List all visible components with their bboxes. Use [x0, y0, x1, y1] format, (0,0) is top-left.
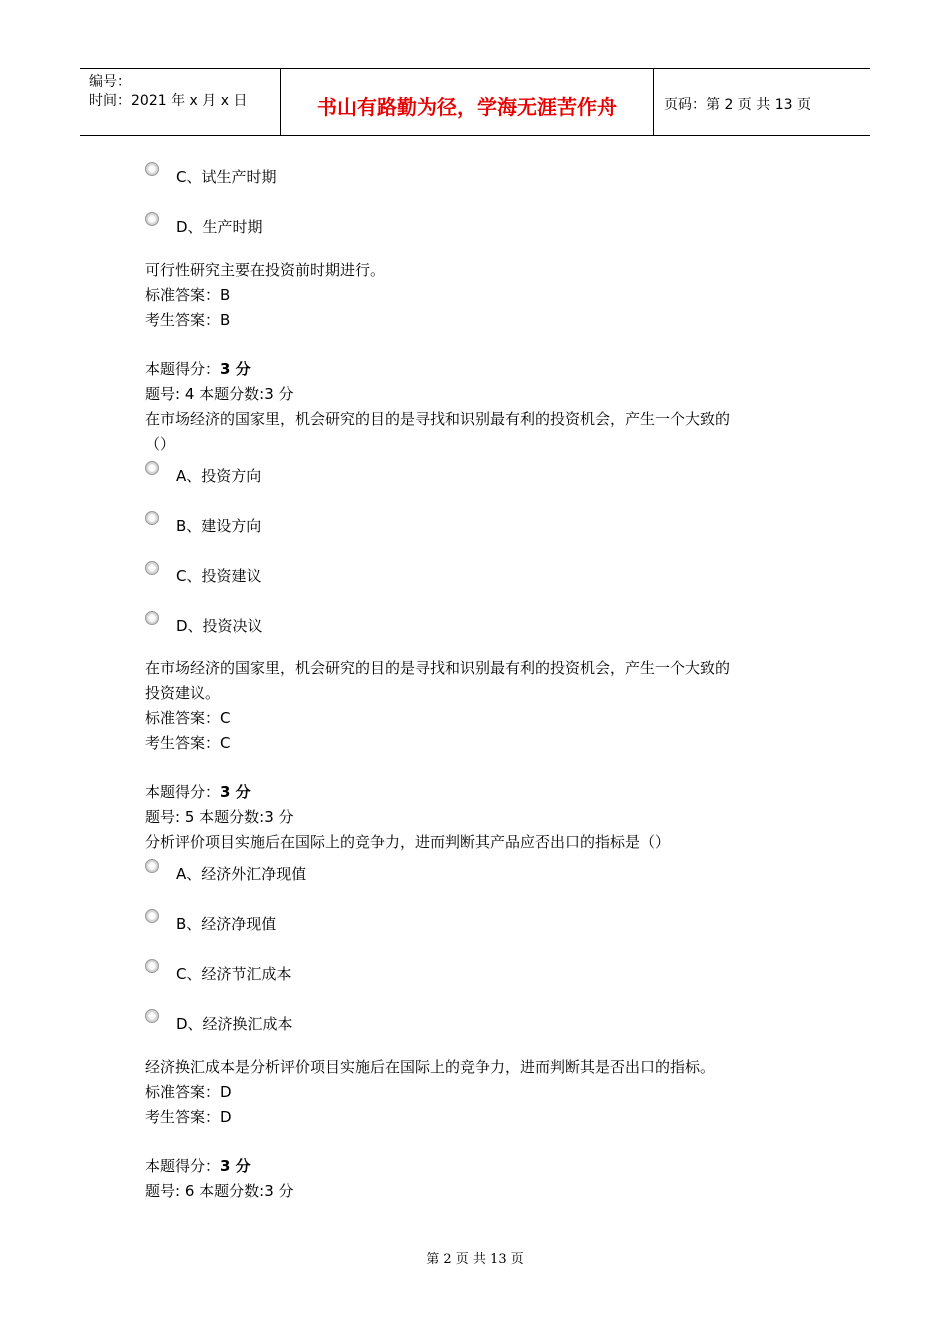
- q4-explanation-line2: 投资建议。: [145, 684, 221, 702]
- q5-student-answer: 考生答案：D: [145, 1108, 232, 1126]
- score-value: 3 分: [220, 1157, 251, 1175]
- q4-header: 题号: 4 本题分数:3 分: [145, 385, 294, 403]
- q5-explanation: 经济换汇成本是分析评价项目实施后在国际上的竞争力，进而判断其是否出口的指标。: [145, 1058, 716, 1076]
- document-header: [80, 68, 870, 136]
- header-left-cell: [80, 69, 281, 135]
- radio-icon[interactable]: [145, 162, 159, 176]
- header-page-cell: [654, 69, 870, 135]
- time-label: 时间：2021 年 x 月 x 日: [89, 93, 248, 109]
- radio-icon[interactable]: [145, 611, 159, 625]
- q4-standard-answer: 标准答案：C: [145, 709, 231, 727]
- score-label: 本题得分：: [145, 1157, 221, 1175]
- option-label: B、经济净现值: [176, 915, 277, 933]
- option-label: A、投资方向: [176, 467, 262, 485]
- option-label: C、经济节汇成本: [176, 965, 292, 983]
- radio-icon[interactable]: [145, 859, 159, 873]
- q6-header: 题号: 6 本题分数:3 分: [145, 1182, 294, 1200]
- radio-icon[interactable]: [145, 461, 159, 475]
- score-value: 3 分: [220, 783, 251, 801]
- radio-icon[interactable]: [145, 212, 159, 226]
- option-label: D、投资决议: [176, 617, 263, 635]
- q4-question-line2: （）: [145, 435, 176, 453]
- option-label: D、经济换汇成本: [176, 1015, 293, 1033]
- q4-student-answer: 考生答案：C: [145, 734, 231, 752]
- q3-explanation: 可行性研究主要在投资前时期进行。: [145, 261, 386, 279]
- option-label: C、投资建议: [176, 567, 262, 585]
- option-label: D、生产时期: [176, 218, 263, 236]
- q4-question-line1: 在市场经济的国家里，机会研究的目的是寻找和识别最有利的投资机会，产生一个大致的: [145, 410, 731, 428]
- number-label: 编号：: [89, 74, 131, 90]
- q5-standard-answer: 标准答案：D: [145, 1083, 232, 1101]
- option-label: A、经济外汇净现值: [176, 865, 307, 883]
- q3-score: [145, 360, 251, 378]
- q4-score: [145, 783, 251, 801]
- header-motto-cell: [281, 69, 654, 135]
- q3-student-answer: 考生答案：B: [145, 311, 231, 329]
- score-label: 本题得分：: [145, 360, 221, 378]
- page-footer: 第 2 页 共 13 页: [426, 1252, 524, 1267]
- q5-header: 题号: 5 本题分数:3 分: [145, 808, 294, 826]
- radio-icon[interactable]: [145, 959, 159, 973]
- option-label: B、建设方向: [176, 517, 262, 535]
- q5-question: 分析评价项目实施后在国际上的竞争力，进而判断其产品应否出口的指标是（）: [145, 833, 671, 851]
- radio-icon[interactable]: [145, 561, 159, 575]
- motto: 书山有路勤为径，学海无涯苦作舟: [317, 95, 617, 119]
- score-label: 本题得分：: [145, 783, 221, 801]
- q3-standard-answer: 标准答案：B: [145, 286, 231, 304]
- radio-icon[interactable]: [145, 1009, 159, 1023]
- score-value: 3 分: [220, 360, 251, 378]
- radio-icon[interactable]: [145, 511, 159, 525]
- option-label: C、试生产时期: [176, 168, 277, 186]
- header-page-label: 页码：第 2 页 共 13 页: [664, 97, 811, 113]
- q4-explanation-line1: 在市场经济的国家里，机会研究的目的是寻找和识别最有利的投资机会，产生一个大致的: [145, 659, 731, 677]
- radio-icon[interactable]: [145, 909, 159, 923]
- q5-score: [145, 1157, 251, 1175]
